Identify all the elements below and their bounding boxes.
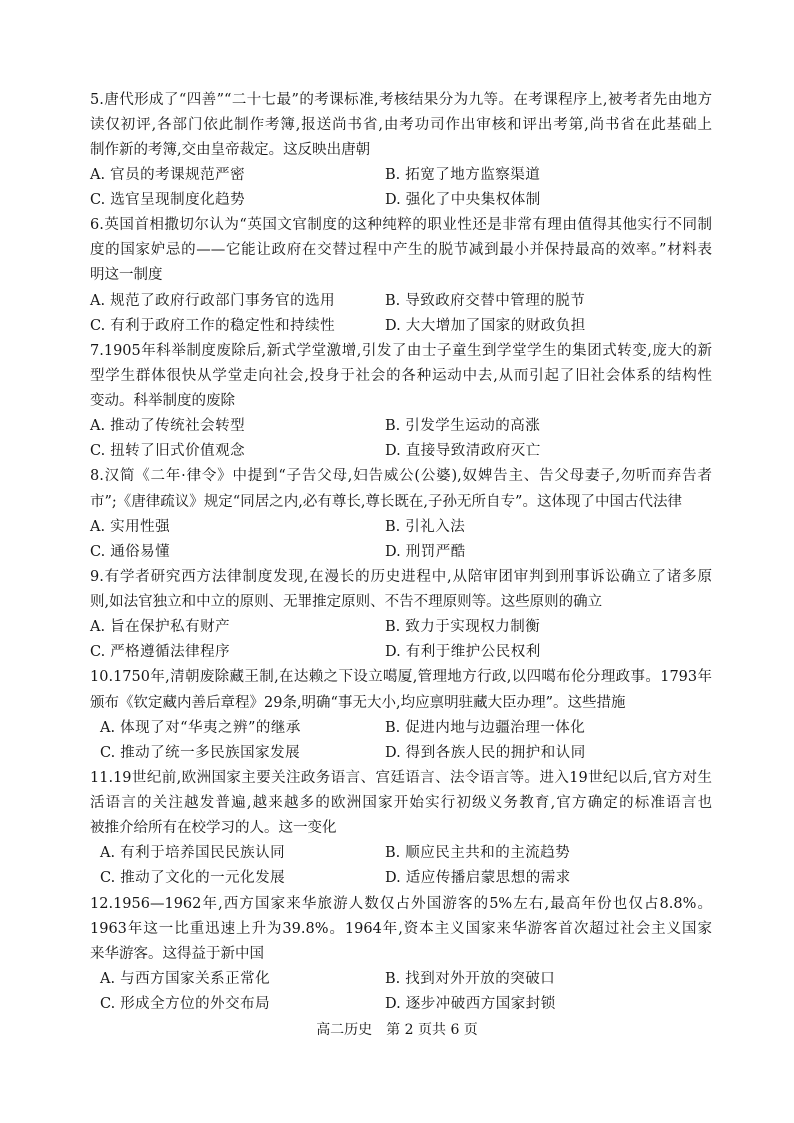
option-a bbox=[100, 967, 270, 992]
question-11 bbox=[90, 766, 712, 892]
option-letter: D. bbox=[385, 744, 401, 761]
question-stem-line: 1963年这一比重迅速上升为39.8%。1964年,资本主义国家来华游客首次超过社会主义国家 bbox=[90, 920, 712, 937]
option-b bbox=[385, 515, 465, 540]
option-text: 与西方国家关系正常化 bbox=[120, 970, 271, 987]
question-8 bbox=[90, 464, 712, 565]
options-row bbox=[90, 741, 712, 766]
option-d bbox=[385, 640, 541, 665]
option-b bbox=[385, 841, 570, 866]
option-letter: C. bbox=[90, 644, 106, 661]
option-text: 有利于维护公民权利 bbox=[405, 644, 541, 661]
option-letter: C. bbox=[90, 192, 106, 208]
option-text: 拓宽了地方监察渠道 bbox=[405, 166, 541, 183]
options-row bbox=[90, 188, 712, 213]
question-number: 6. bbox=[90, 217, 104, 234]
options-row bbox=[90, 540, 712, 565]
question-stem-line: 活语言的关注越发普遍,越来越多的欧洲国家开始实行初级义务教育,官方确定的标准语言也 bbox=[90, 795, 712, 811]
option-letter: C. bbox=[90, 443, 106, 460]
option-text: 找到对外开放的突破口 bbox=[405, 970, 556, 987]
option-text: 选官呈现制度化趋势 bbox=[110, 192, 246, 208]
option-letter: D. bbox=[385, 543, 401, 560]
question-stem-line: 颁布《钦定藏内善后章程》29条,明确“事无大小,均应禀明驻藏大臣办理”。这些措施 bbox=[90, 694, 626, 711]
option-text: 有利于培养国民民族认同 bbox=[120, 845, 286, 862]
option-text: 扭转了旧式价值观念 bbox=[110, 443, 246, 460]
question-6 bbox=[90, 213, 712, 339]
question-stem-line: 度的国家妒忌的——它能让政府在交替过程中产生的脱节减到最小并保持最高的效率。”材料表 bbox=[90, 242, 712, 259]
option-d bbox=[385, 992, 556, 1017]
option-d bbox=[385, 540, 466, 565]
option-a bbox=[90, 615, 230, 640]
option-letter: B. bbox=[385, 418, 401, 435]
option-text: 旨在保护私有财产 bbox=[110, 619, 231, 636]
option-text: 促进内地与边疆治理一体化 bbox=[405, 719, 586, 736]
question-number: 12. bbox=[90, 895, 114, 912]
question-stem-text: 英国首相撒切尔认为“英国文官制度的这种纯粹的职业性还是非常有理由值得其他实行不同制 bbox=[103, 217, 712, 234]
option-letter: A. bbox=[100, 719, 116, 736]
option-letter: A. bbox=[100, 845, 116, 862]
option-letter: C. bbox=[90, 317, 106, 334]
option-text: 推动了文化的一元化发展 bbox=[120, 870, 286, 887]
option-c bbox=[100, 866, 285, 891]
options-row bbox=[90, 515, 712, 540]
option-letter: B. bbox=[385, 619, 401, 636]
option-letter: B. bbox=[385, 518, 401, 535]
option-a bbox=[90, 515, 170, 540]
option-c bbox=[100, 992, 270, 1017]
option-c bbox=[90, 314, 335, 339]
option-letter: A. bbox=[90, 518, 106, 535]
option-text: 逐步冲破西方国家封锁 bbox=[405, 996, 556, 1012]
page-footer: 高二历史 第 2 页共 6 页 bbox=[316, 1021, 478, 1038]
question-stem-line: 明这一制度 bbox=[90, 267, 163, 284]
option-letter: B. bbox=[385, 845, 401, 862]
option-c bbox=[90, 439, 245, 464]
question-stem-line bbox=[90, 339, 712, 364]
option-text: 导致政府交替中管理的脱节 bbox=[405, 292, 586, 309]
question-7 bbox=[90, 339, 712, 465]
option-letter: D. bbox=[385, 996, 401, 1012]
option-text: 形成全方位的外交布局 bbox=[120, 996, 271, 1012]
option-text: 官员的考课规范严密 bbox=[110, 166, 246, 183]
options-row bbox=[90, 866, 712, 891]
option-b bbox=[385, 163, 540, 188]
option-a bbox=[90, 163, 245, 188]
option-text: 通俗易懂 bbox=[110, 543, 171, 560]
question-stem-line: 被推介给所有在校学习的人。这一变化 bbox=[90, 820, 337, 837]
options-row bbox=[90, 841, 712, 866]
option-c bbox=[90, 640, 230, 665]
question-stem-text: 19世纪前,欧洲国家主要关注政务语言、宫廷语言、法令语言等。进入19世纪以后,官方对生 bbox=[113, 769, 712, 786]
question-stem-line: 读仅初评,各部门依此制作考簿,报送尚书省,由考功司作出审核和评出考第,尚书省在此基础上 bbox=[90, 116, 712, 133]
option-d bbox=[385, 741, 586, 766]
question-number: 11. bbox=[90, 769, 114, 786]
option-text: 体现了对“华夷之辨”的继承 bbox=[120, 719, 301, 736]
question-number: 9. bbox=[90, 568, 104, 585]
options-row bbox=[90, 716, 712, 741]
option-letter: A. bbox=[90, 166, 106, 183]
question-number: 10. bbox=[90, 669, 114, 686]
option-text: 大大增加了国家的财政负担 bbox=[405, 317, 586, 334]
option-letter: C. bbox=[100, 996, 116, 1012]
option-text: 致力于实现权力制衡 bbox=[405, 619, 541, 636]
question-stem-line bbox=[90, 88, 712, 113]
option-a bbox=[100, 841, 285, 866]
question-10 bbox=[90, 665, 712, 766]
option-letter: D. bbox=[385, 443, 401, 460]
option-b bbox=[385, 289, 585, 314]
option-letter: A. bbox=[90, 619, 106, 636]
question-stem-text: 汉简《二年·律令》中提到“子告父母,妇告威公(公婆),奴婢告主、告父母妻子,勿听而弃告者 bbox=[103, 468, 712, 485]
question-stem-text: 1750年,清朝废除藏王制,在达赖之下设立噶厦,管理地方行政,以四噶布伦分理政事。1793年 bbox=[113, 669, 712, 686]
option-text: 规范了政府行政部门事务官的选用 bbox=[110, 292, 336, 309]
option-text: 引发学生运动的高涨 bbox=[405, 418, 541, 435]
option-text: 得到各族人民的拥护和认同 bbox=[405, 744, 586, 761]
option-b bbox=[385, 414, 540, 439]
options-row bbox=[90, 314, 712, 339]
option-c bbox=[100, 741, 300, 766]
option-a bbox=[90, 289, 335, 314]
question-stem-line bbox=[90, 665, 712, 690]
options-row bbox=[90, 640, 712, 665]
question-12 bbox=[90, 892, 712, 1018]
options-row bbox=[90, 289, 712, 314]
question-stem-line: 市”;《唐律疏议》规定“同居之内,必有尊长,尊长既在,子孙无所自专”。这体现了中国古代法律 bbox=[90, 493, 682, 510]
option-text: 推动了统一多民族国家发展 bbox=[120, 744, 301, 761]
option-b bbox=[385, 716, 585, 741]
options-row bbox=[90, 439, 712, 464]
option-letter: A. bbox=[90, 292, 106, 309]
question-stem-text: 唐代形成了“四善”“二十七最”的考课标准,考核结果分为九等。在考课程序上,被考者先由地方 bbox=[103, 91, 712, 108]
option-d bbox=[385, 866, 571, 891]
question-number: 7. bbox=[90, 342, 104, 359]
question-stem-line: 变动。科举制度的废除 bbox=[90, 393, 235, 409]
question-stem-line bbox=[90, 213, 712, 238]
option-text: 顺应民主共和的主流趋势 bbox=[405, 845, 571, 862]
question-stem-line bbox=[90, 464, 712, 489]
option-letter: A. bbox=[100, 970, 116, 987]
option-letter: B. bbox=[385, 292, 401, 309]
option-text: 有利于政府工作的稳定性和持续性 bbox=[110, 317, 336, 334]
question-stem-line: 则,如法官独立和中立的原则、无罪推定原则、不告不理原则等。这些原则的确立 bbox=[90, 594, 603, 610]
option-letter: D. bbox=[385, 317, 401, 334]
question-9 bbox=[90, 565, 712, 666]
option-text: 直接导致清政府灭亡 bbox=[405, 443, 541, 460]
question-stem-line bbox=[90, 892, 712, 917]
options-row bbox=[90, 967, 712, 992]
question-stem-line bbox=[90, 565, 712, 590]
option-c bbox=[90, 188, 245, 213]
option-letter: A. bbox=[90, 418, 106, 435]
question-stem-line: 型学生群体很快从学堂走向社会,投身于社会的各种运动中去,从而引起了旧社会体系的结构性 bbox=[90, 367, 712, 384]
option-b bbox=[385, 615, 540, 640]
option-d bbox=[385, 439, 541, 464]
option-d bbox=[385, 188, 541, 213]
option-letter: C. bbox=[90, 543, 106, 560]
option-letter: C. bbox=[100, 744, 116, 761]
options-row bbox=[90, 163, 712, 188]
option-letter: D. bbox=[385, 870, 401, 887]
option-text: 刑罚严酷 bbox=[405, 543, 466, 560]
option-text: 强化了中央集权体制 bbox=[405, 192, 541, 208]
question-stem-line bbox=[90, 766, 712, 791]
question-5 bbox=[90, 88, 712, 214]
option-b bbox=[385, 967, 555, 992]
exam-page-body bbox=[90, 88, 712, 1018]
option-a bbox=[100, 716, 301, 741]
question-number: 5. bbox=[90, 91, 104, 108]
question-stem-line: 制作新的考簿,交由皇帝裁定。这反映出唐朝 bbox=[90, 141, 371, 158]
options-row bbox=[90, 414, 712, 439]
option-letter: C. bbox=[100, 870, 116, 887]
question-stem-text: 有学者研究西方法律制度发现,在漫长的历史进程中,从陪审团审判到刑事诉讼确立了诸多原 bbox=[103, 568, 712, 585]
option-letter: B. bbox=[385, 166, 401, 183]
option-c bbox=[90, 540, 170, 565]
option-text: 推动了传统社会转型 bbox=[110, 418, 246, 435]
options-row bbox=[90, 992, 712, 1017]
option-text: 严格遵循法律程序 bbox=[110, 644, 231, 661]
option-letter: D. bbox=[385, 192, 401, 208]
question-stem-text: 1956—1962年,西方国家来华旅游人数仅占外国游客的5%左右,最高年份也仅占8.8%。 bbox=[113, 895, 712, 912]
option-text: 实用性强 bbox=[110, 518, 171, 535]
option-letter: D. bbox=[385, 644, 401, 661]
option-d bbox=[385, 314, 586, 339]
option-text: 适应传播启蒙思想的需求 bbox=[405, 870, 571, 887]
question-number: 8. bbox=[90, 468, 104, 485]
option-a bbox=[90, 414, 245, 439]
question-stem-line: 来华游客。这得益于新中国 bbox=[90, 945, 264, 962]
option-letter: B. bbox=[385, 970, 401, 987]
question-stem-text: 1905年科举制度废除后,新式学堂激增,引发了由士子童生到学堂学生的集团式转变,庞大的新 bbox=[103, 342, 712, 359]
options-row bbox=[90, 615, 712, 640]
option-text: 引礼入法 bbox=[405, 518, 466, 535]
option-letter: B. bbox=[385, 719, 401, 736]
